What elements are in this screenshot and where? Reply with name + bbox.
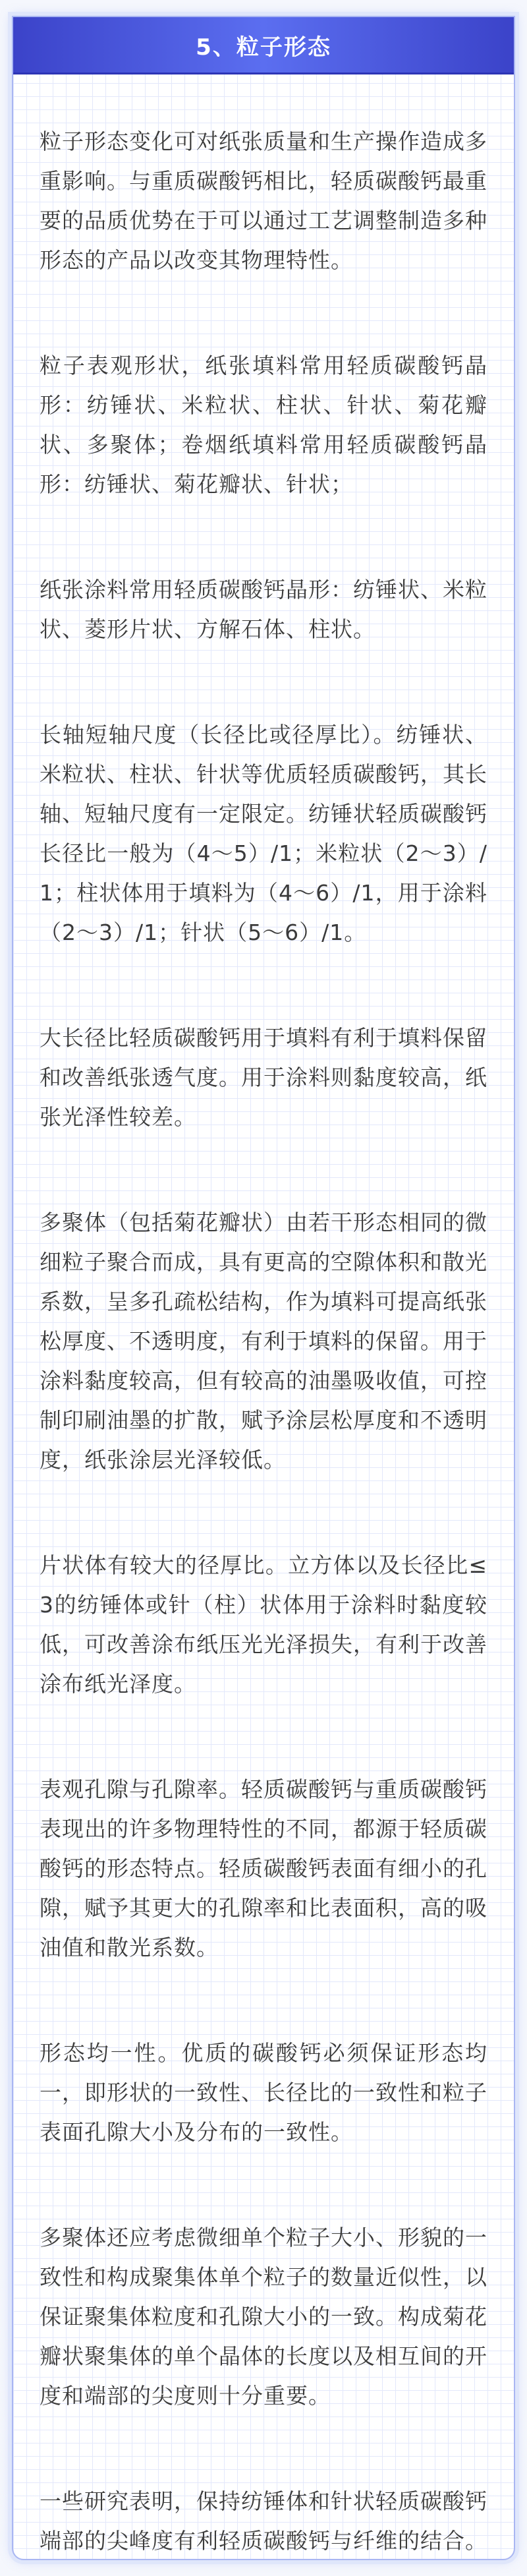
- paragraph-uniformity: 形态均一性。优质的碳酸钙必须保证形态均一，即形状的一致性、长径比的一致性和粒子表面孔隙大小及分布的一致性。: [40, 2040, 487, 2145]
- section-header: [13, 17, 514, 74]
- paragraph-platelets: 片状体有较大的径厚比。立方体以及长径比≤3的纺锤体或针（柱）状体用于涂料时黏度较低，可改善涂布纸压光光泽损失，有利于改善涂布纸光泽度。: [40, 1552, 487, 1697]
- paragraph-coating-shapes: 纸张涂料常用轻质碳酸钙晶形：纺锤状、米粒状、菱形片状、方解石体、柱状。: [40, 577, 487, 642]
- article-body: [13, 74, 514, 2560]
- paragraph-filler-shapes: 粒子表观形状，纸张填料常用轻质碳酸钙晶形：纺锤状、米粒状、柱状、针状、菊花瓣状、多聚体；卷烟纸填料常用轻质碳酸钙晶形：纺锤状、菊花瓣状、针状；: [40, 353, 487, 497]
- paragraph-research: 一些研究表明，保持纺锤体和针状轻质碳酸钙端部的尖峰度有利轻质碳酸钙与纤维的结合。: [40, 2488, 487, 2554]
- article-card: [12, 16, 515, 2560]
- section-title: 5、粒子形态: [196, 34, 331, 61]
- paragraph-intro: 粒子形态变化可对纸张质量和生产操作造成多重影响。与重质碳酸钙相比，轻质碳酸钙最重要的品质优势在于可以通过工艺调整制造多种形态的产品以改变其物理特性。: [40, 129, 487, 273]
- paragraph-aggregates: 多聚体（包括菊花瓣状）由若干形态相同的微细粒子聚合而成，具有更高的空隙体积和散光系数，呈多孔疏松结构，作为填料可提高纸张松厚度、不透明度，有利于填料的保留。用于涂料黏度较高，但有较高的油墨吸收值，可控制印刷油墨的扩散，赋予涂层松厚度和不透明度，纸张涂层光泽较低。: [40, 1210, 487, 1473]
- paragraph-aspect-ratio: 长轴短轴尺度（长径比或径厚比）。纺锤状、米粒状、柱状、针状等优质轻质碳酸钙，其长轴、短轴尺度有一定限定。纺锤状轻质碳酸钙长径比一般为（4～5）/1；米粒状（2～3）/1；柱状体用于填料为（4～6）/1，用于涂料（2～3）/1；针状（5～6）/1。: [40, 722, 487, 945]
- paragraph-large-aspect-ratio: 大长径比轻质碳酸钙用于填料有利于填料保留和改善纸张透气度。用于涂料则黏度较高，纸张光泽性较差。: [40, 1025, 487, 1130]
- paragraph-aggregate-consistency: 多聚体还应考虑微细单个粒子大小、形貌的一致性和构成聚集体单个粒子的数量近似性，以保证聚集体粒度和孔隙大小的一致。构成菊花瓣状聚集体的单个晶体的长度以及相互间的开度和端部的尖度则十分重要。: [40, 2225, 487, 2409]
- paragraph-porosity: 表观孔隙与孔隙率。轻质碳酸钙与重质碳酸钙表现出的许多物理特性的不同，都源于轻质碳酸钙的形态特点。轻质碳酸钙表面有细小的孔隙，赋予其更大的孔隙率和比表面积，高的吸油值和散光系数。: [40, 1776, 487, 1960]
